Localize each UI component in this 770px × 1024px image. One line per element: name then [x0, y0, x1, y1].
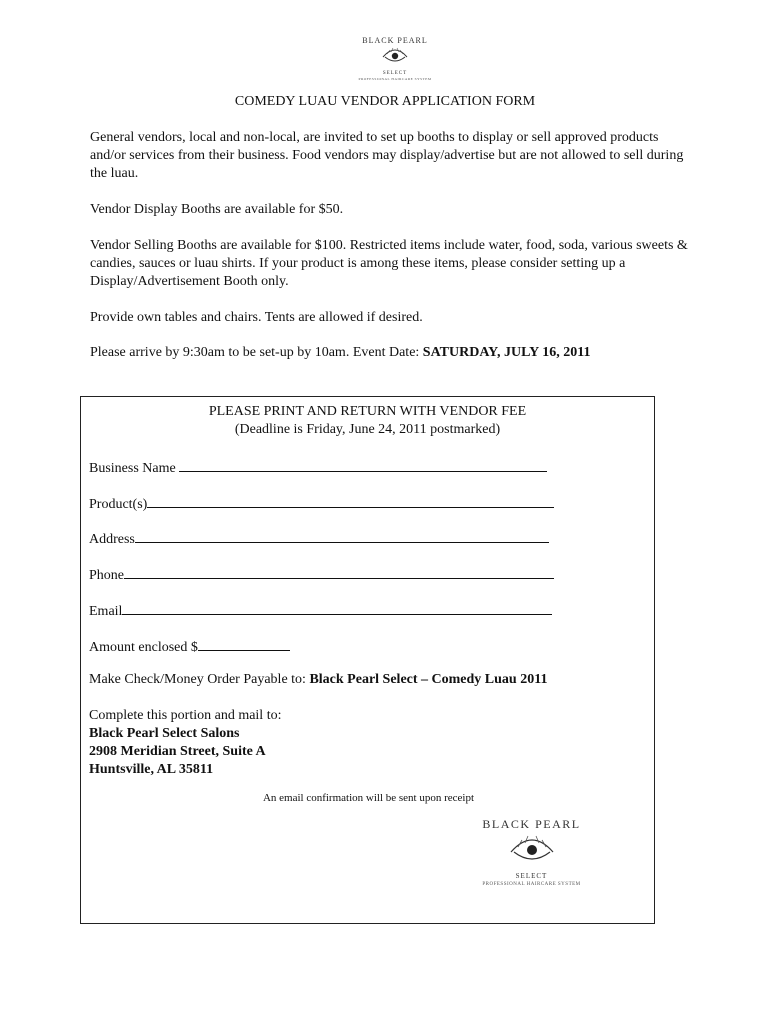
phone-line[interactable]	[124, 564, 554, 579]
email-confirmation-note: An email confirmation will be sent upon receipt	[262, 792, 475, 804]
arrival-paragraph	[90, 344, 690, 362]
mail-intro: Complete this portion and mail to:	[89, 708, 282, 723]
mail-recipient: Black Pearl Select Salons	[89, 726, 240, 741]
general-vendors-paragraph: General vendors, local and non-local, are invited to set up booths to display or sell approved products and/or services from their business. Food vendors may display/advertise but are not allowed to sell during the luau.	[90, 130, 684, 181]
black-pearl-logo-top	[350, 36, 440, 86]
mail-to-block	[89, 707, 281, 779]
address-line[interactable]	[135, 528, 549, 543]
mail-city: Huntsville, AL 35811	[89, 762, 214, 777]
display-booth-paragraph: Vendor Display Booths are available for $50.	[90, 202, 344, 217]
event-date: SATURDAY, JULY 16, 2011	[422, 345, 591, 360]
pearl-shell-icon-bottom	[507, 832, 557, 866]
logo-brand-text: BLACK PEARL	[362, 36, 428, 45]
products-field	[89, 493, 554, 514]
logo-select-text-bottom: SELECT	[515, 872, 548, 880]
address-field	[89, 528, 549, 549]
phone-field	[89, 564, 554, 585]
vendor-form-box	[80, 396, 655, 924]
form-heading: PLEASE PRINT AND RETURN WITH VENDOR FEE	[208, 404, 527, 419]
products-line[interactable]	[147, 493, 554, 508]
logo-tagline: PROFESSIONAL HAIRCARE SYSTEM	[358, 77, 432, 81]
payable-line	[89, 671, 547, 689]
email-label: Email	[89, 604, 123, 619]
payable-label: Make Check/Money Order Payable to:	[89, 672, 310, 687]
phone-label: Phone	[89, 568, 124, 583]
amount-label: Amount enclosed $	[89, 640, 198, 655]
arrival-text: Please arrive by 9:30am to be set-up by 10am. Event Date:	[90, 345, 423, 360]
form-deadline: (Deadline is Friday, June 24, 2011 postmarked)	[234, 422, 501, 437]
business-name-line[interactable]	[179, 457, 547, 472]
form-title: COMEDY LUAU VENDOR APPLICATION FORM	[234, 94, 536, 109]
mail-street: 2908 Meridian Street, Suite A	[89, 744, 266, 759]
logo-tagline-bottom: PROFESSIONAL HAIRCARE SYSTEM	[482, 882, 581, 887]
tables-chairs-paragraph: Provide own tables and chairs. Tents are allowed if desired.	[90, 310, 423, 325]
payable-name: Black Pearl Select – Comedy Luau 2011	[309, 672, 548, 687]
email-field	[89, 600, 552, 621]
business-name-field	[89, 457, 547, 478]
address-label: Address	[89, 532, 135, 547]
logo-brand-text-bottom: BLACK PEARL	[482, 817, 581, 831]
amount-line[interactable]	[198, 636, 290, 651]
logo-select-text: SELECT	[382, 71, 408, 76]
amount-field	[89, 636, 290, 657]
black-pearl-logo-bottom	[469, 817, 594, 897]
email-line[interactable]	[122, 600, 552, 615]
products-label: Product(s)	[89, 497, 148, 512]
pearl-shell-icon	[380, 45, 410, 65]
selling-booth-paragraph: Vendor Selling Booths are available for $100. Restricted items include water, food, soda, various sweets & candies, sauces or luau shirts. If your product is among these items, please consider setting up a Display/Advertisement Booth only.	[90, 238, 688, 289]
business-name-label: Business Name	[89, 461, 180, 476]
